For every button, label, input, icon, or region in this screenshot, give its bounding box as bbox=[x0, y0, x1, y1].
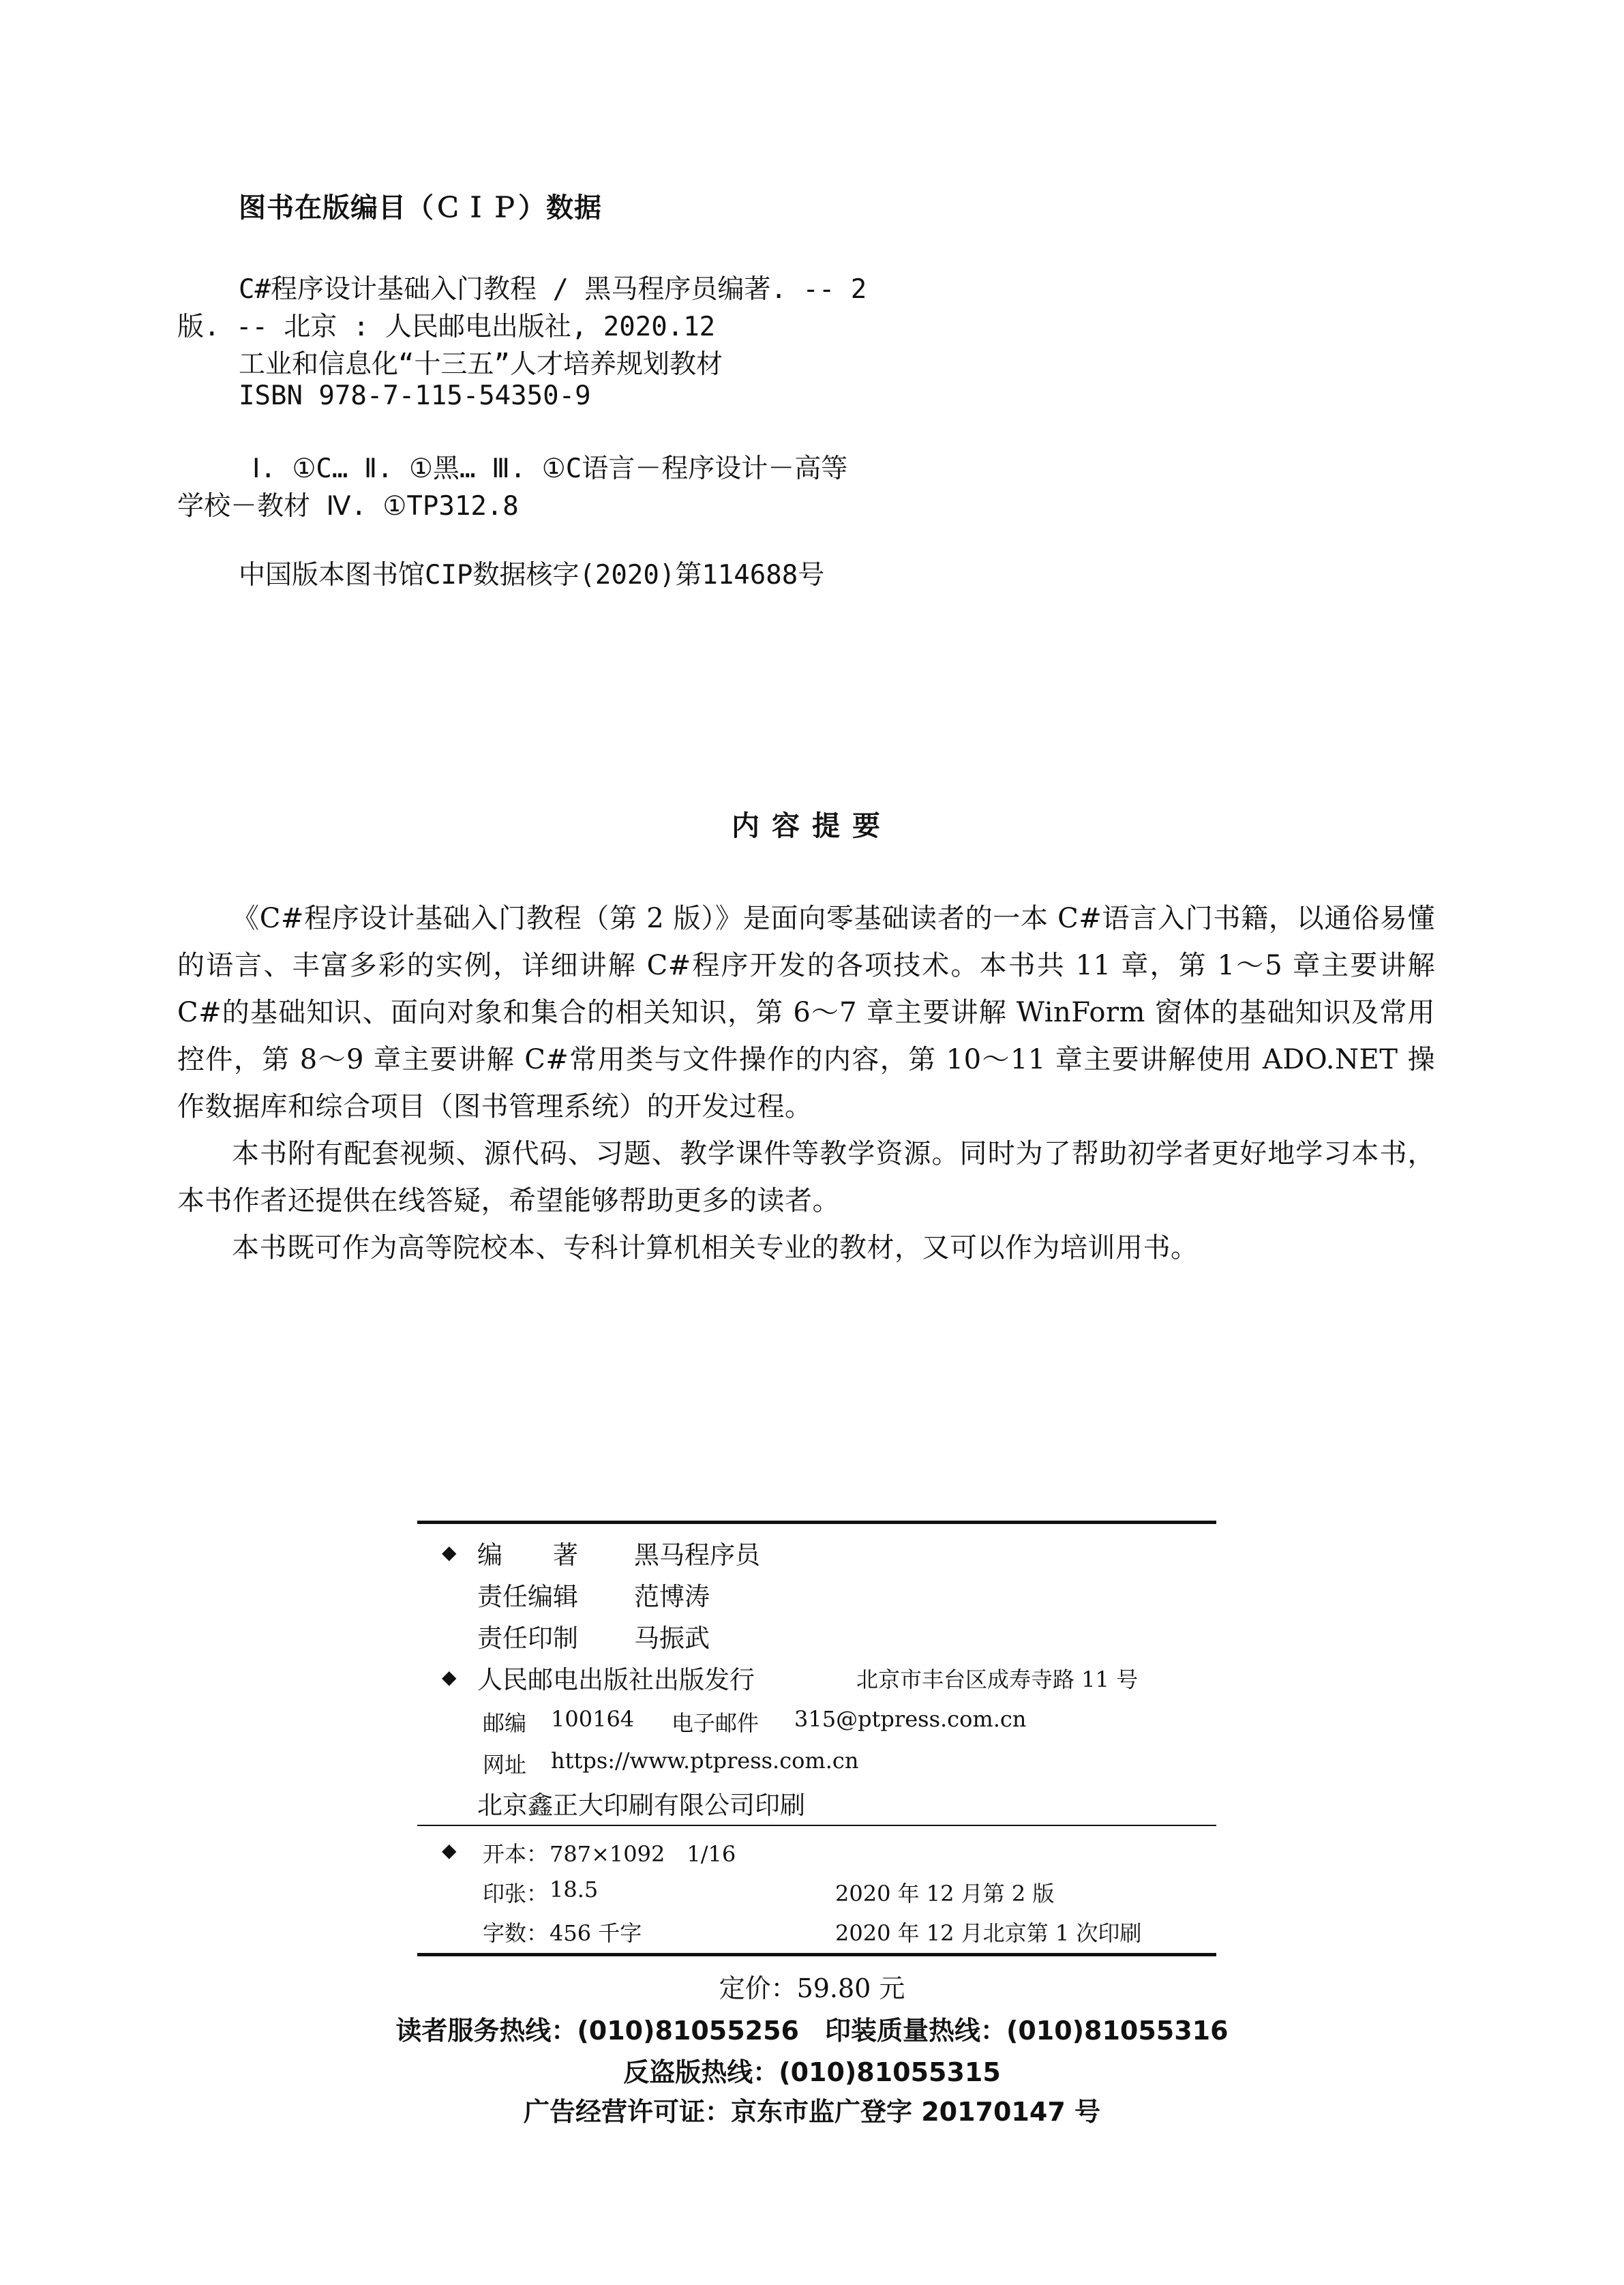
email-label: 电子邮件 bbox=[672, 1710, 760, 1736]
edition-value: 2020 年 12 月第 2 版 bbox=[835, 1881, 1055, 1907]
cip-series-line: 工业和信息化“十三五”人才培养规划教材 bbox=[239, 349, 723, 380]
bullet-icon: ◆ bbox=[442, 1666, 457, 1688]
cip-record-number: 中国版本图书馆CIP数据核字(2020)第114688号 bbox=[239, 560, 825, 591]
sheets-value: 18.5 bbox=[550, 1877, 599, 1902]
postcode-label: 邮编 bbox=[483, 1710, 527, 1736]
editor-name: 范博涛 bbox=[634, 1582, 710, 1611]
cip-title-line: C#程序设计基础入门教程 / 黑马程序员编著. -- 2 bbox=[239, 274, 867, 305]
summary-title: 内容提要 bbox=[732, 809, 892, 842]
bullet-icon: ◆ bbox=[442, 1541, 457, 1564]
summary-paragraph-3: 本书既可作为高等院校本、专科计算机相关专业的教材，又可以作为培训用书。 bbox=[232, 1232, 1199, 1264]
colophon-top-rule bbox=[417, 1521, 1216, 1524]
cip-subject-line-cont: 学校－教材 Ⅳ. ①TP312.8 bbox=[177, 491, 519, 522]
website-value: https://www.ptpress.com.cn bbox=[551, 1748, 859, 1774]
printer-name: 马振武 bbox=[634, 1624, 710, 1653]
words-value: 456 千字 bbox=[550, 1920, 642, 1946]
printer-label: 责任印制 bbox=[477, 1624, 578, 1653]
cip-publication-line: 版. -- 北京 : 人民邮电出版社, 2020.12 bbox=[177, 312, 716, 342]
postcode-value: 100164 bbox=[551, 1706, 635, 1732]
colophon-bottom-rule bbox=[417, 1953, 1216, 1956]
printing-value: 2020 年 12 月北京第 1 次印刷 bbox=[835, 1920, 1142, 1946]
colophon-mid-rule bbox=[417, 1825, 1216, 1826]
sheets-label: 印张： bbox=[483, 1881, 549, 1907]
website-label: 网址 bbox=[483, 1752, 527, 1778]
publisher-address: 北京市丰台区成寿寺路 11 号 bbox=[856, 1667, 1139, 1692]
summary-paragraph-2: 本书附有配套视频、源代码、习题、教学课件等教学资源。同时为了帮助初学者更好地学习本书，本书作者还提供在线答疑，希望能够帮助更多的读者。 bbox=[177, 1138, 1435, 1216]
editor-label: 责任编辑 bbox=[477, 1582, 578, 1611]
author-label: 编 著 bbox=[477, 1540, 578, 1570]
format-value: 787×1092 1/16 bbox=[550, 1841, 736, 1867]
print-house: 北京鑫正大印刷有限公司印刷 bbox=[477, 1791, 805, 1820]
author-name: 黑马程序员 bbox=[634, 1540, 760, 1570]
words-label: 字数： bbox=[483, 1920, 549, 1946]
publisher-name: 人民邮电出版社出版发行 bbox=[477, 1665, 755, 1694]
price: 定价：59.80 元 bbox=[719, 1973, 905, 2003]
cip-heading: 图书在版编目（ＣＩＰ）数据 bbox=[239, 192, 602, 224]
ad-license: 广告经营许可证：京东市监广登字 20170147 号 bbox=[524, 2097, 1100, 2127]
cip-isbn-line: ISBN 978-7-115-54350-9 bbox=[239, 380, 591, 411]
format-label: 开本： bbox=[483, 1841, 549, 1867]
email-value: 315@ptpress.com.cn bbox=[794, 1706, 1027, 1732]
hotline: 读者服务热线：(010)81055256 印装质量热线：(010)81055316 bbox=[395, 2016, 1229, 2046]
cip-subject-line: Ⅰ. ①C… Ⅱ. ①黑… Ⅲ. ①C语言－程序设计－高等 bbox=[252, 453, 848, 484]
summary-paragraph-1: 《C#程序设计基础入门教程（第 2 版）》是面向零基础读者的一本 C#语言入门书籍，以通俗易懂的语言、丰富多彩的实例，详细讲解 C#程序开发的各项技术。本书共 11 章，第 1～5 章主要讲解 C#的基础知识、面向对象和集合的相关知识，第 6～7 章主要讲解 WinForm 窗体的基础知识及常用控件，第 8～9 章主要讲解 C#常用类与文件操作的内容，第 10～11 章主要讲解使用 ADO.NET 操作数据库和综合项目（图书管理系统）的开发过程。 bbox=[177, 903, 1435, 1122]
bullet-icon: ◆ bbox=[442, 1839, 457, 1862]
piracy-hotline: 反盗版热线：(010)81055315 bbox=[623, 2057, 1001, 2087]
